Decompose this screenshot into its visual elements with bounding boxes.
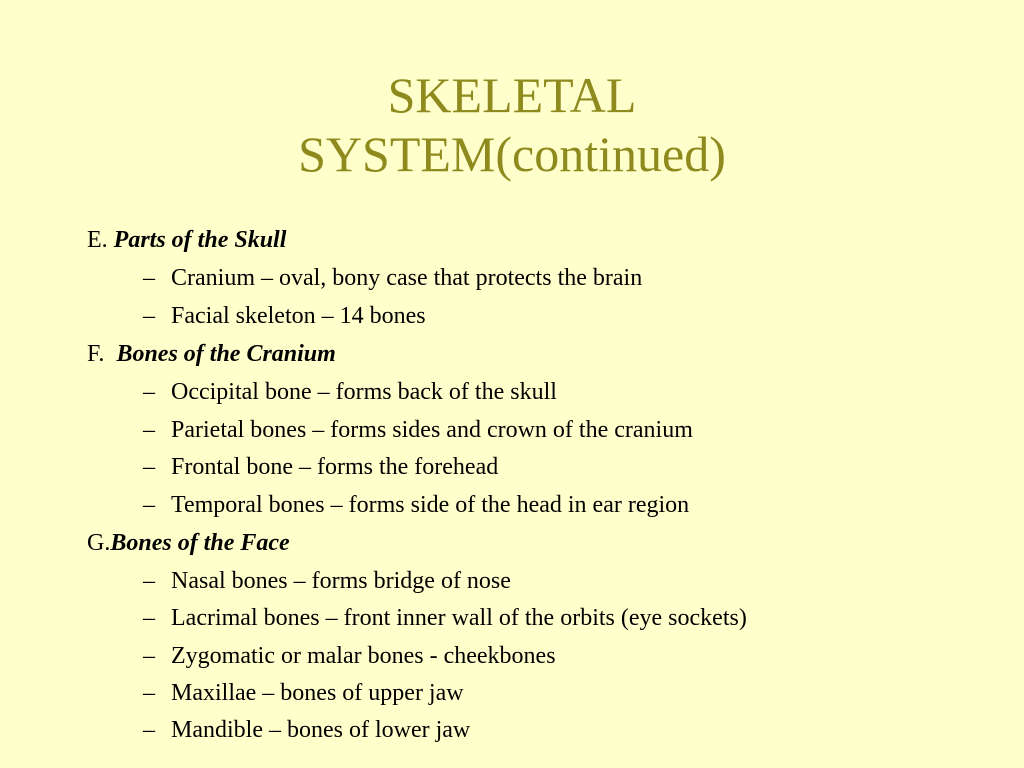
bullet-dash: – <box>143 492 155 518</box>
list-item-text: Facial skeleton – 14 bones <box>171 303 426 329</box>
section-heading: Bones of the Cranium <box>116 341 336 367</box>
list-item <box>143 412 693 448</box>
bullet-dash: – <box>143 417 155 443</box>
section-letter: E. <box>87 227 108 253</box>
list-item <box>143 260 642 296</box>
list-item-text: Cranium – oval, bony case that protects the brain <box>171 265 643 291</box>
list-item <box>143 374 557 410</box>
list-item <box>143 638 556 674</box>
bullet-dash: – <box>143 717 155 743</box>
slide-title <box>0 66 1024 184</box>
list-item-text: Parietal bones – forms sides and crown of the cranium <box>171 417 693 443</box>
list-item-text: Lacrimal bones – front inner wall of the orbits (eye sockets) <box>171 605 747 631</box>
section-heading: Parts of the Skull <box>113 227 287 253</box>
bullet-dash: – <box>143 568 155 594</box>
bullet-dash: – <box>143 605 155 631</box>
list-item-text: Mandible – bones of lower jaw <box>171 717 471 743</box>
bullet-dash: – <box>143 379 155 405</box>
list-item <box>143 563 511 599</box>
section-letter: F. <box>87 341 105 367</box>
section-bones-of-face <box>87 525 290 561</box>
list-item <box>143 298 426 334</box>
section-parts-of-skull <box>87 222 286 258</box>
list-item <box>143 487 689 523</box>
bullet-dash: – <box>143 265 155 291</box>
list-item-text: Temporal bones – forms side of the head in ear region <box>171 492 690 518</box>
list-item-text: Zygomatic or malar bones - cheekbones <box>171 643 556 669</box>
section-letter: G. <box>87 530 111 556</box>
list-item <box>143 675 464 711</box>
list-item-text: Maxillae – bones of upper jaw <box>171 680 464 706</box>
list-item-text: Nasal bones – forms bridge of nose <box>171 568 511 594</box>
list-item-text: Occipital bone – forms back of the skull <box>171 379 557 405</box>
section-bones-of-cranium <box>87 336 336 372</box>
list-item-text: Frontal bone – forms the forehead <box>171 454 499 480</box>
bullet-dash: – <box>143 680 155 706</box>
slide-title-line-1: SKELETAL <box>387 67 637 123</box>
list-item <box>143 600 747 636</box>
slide-title-line-2: SYSTEM(continued) <box>298 126 726 182</box>
list-item <box>143 712 470 748</box>
list-item <box>143 449 498 485</box>
bullet-dash: – <box>143 303 155 329</box>
bullet-dash: – <box>143 454 155 480</box>
bullet-dash: – <box>143 643 155 669</box>
section-heading: Bones of the Face <box>110 530 290 556</box>
